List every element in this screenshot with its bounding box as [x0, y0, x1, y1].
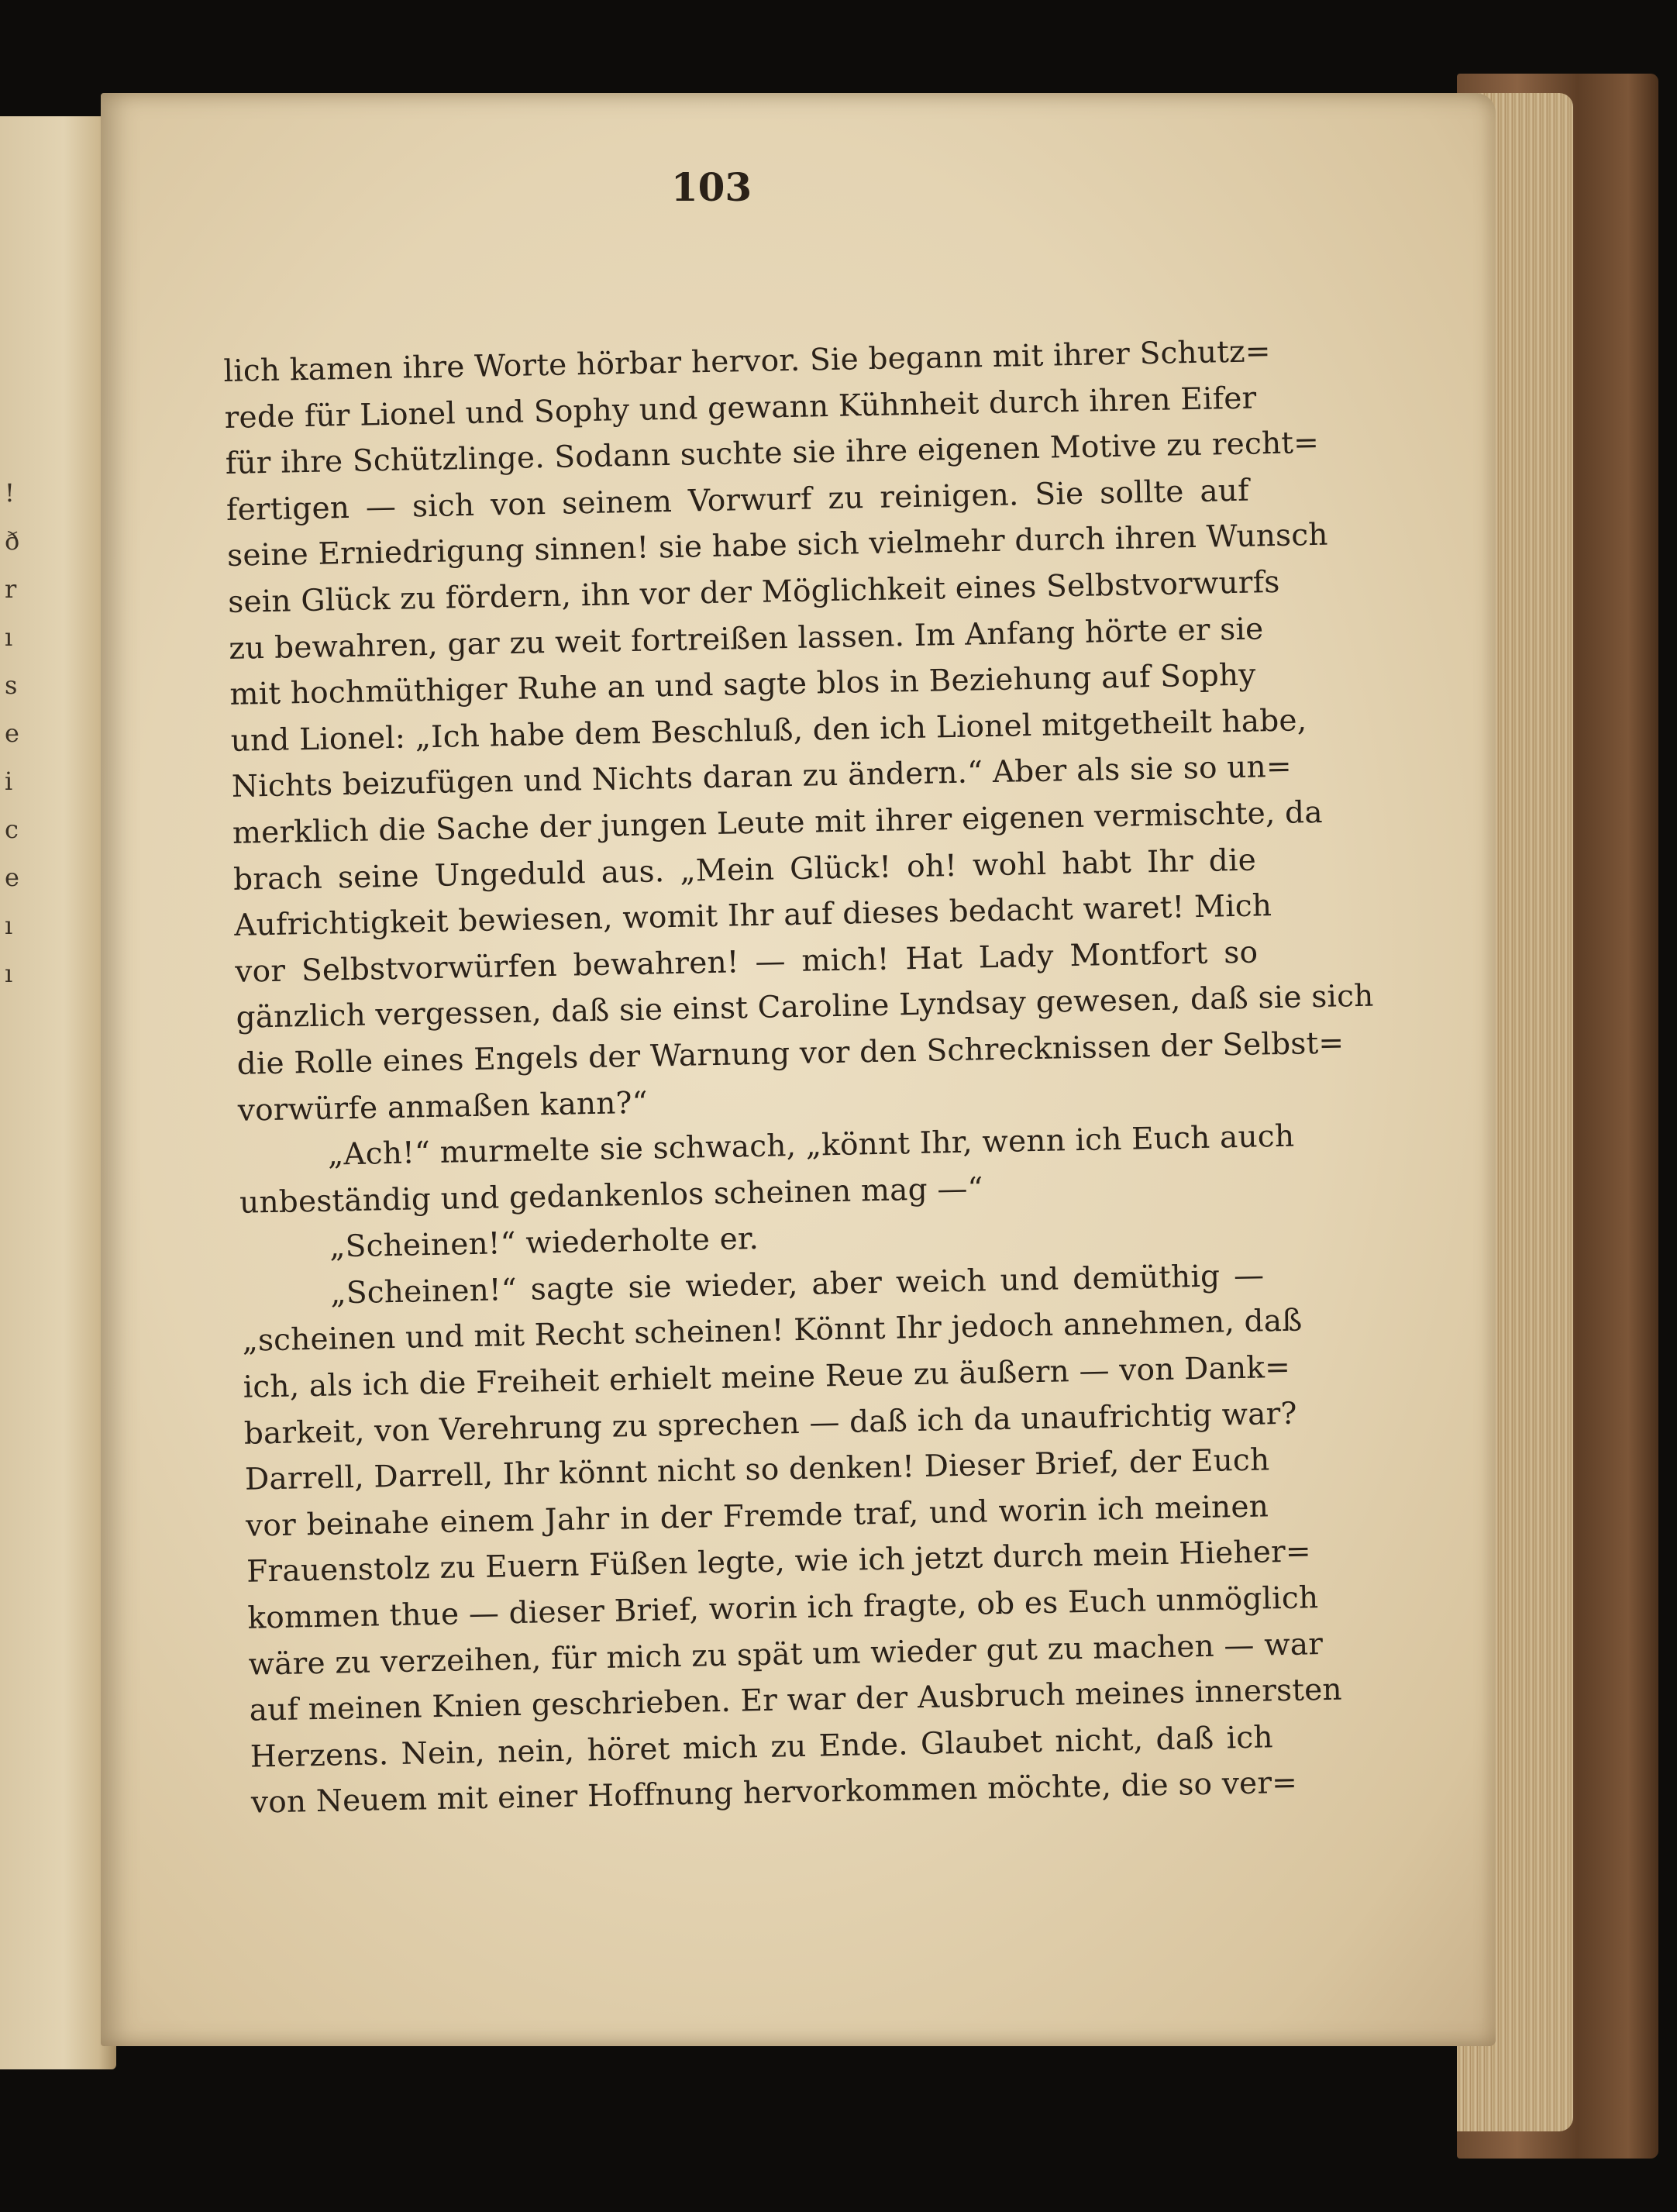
text-line: gänzlich vergessen, daß sie einst Caroline Lyndsay gewesen, daß sie sich — [236, 978, 1374, 1036]
text-line: „Scheinen!“ wiederholte er. — [329, 1221, 759, 1265]
text-line: lich kamen ihre Worte hörbar hervor. Sie begann mit ihrer Schutz= — [223, 334, 1272, 389]
left-char: ! — [5, 478, 15, 508]
text-line: Frauenstolz zu Euern Füßen legte, wie ich jetzt durch mein Hieher= — [246, 1534, 1312, 1590]
text-line: ich, als ich die Freiheit erhielt meine Reue zu äußern — von Dank= — [243, 1349, 1291, 1405]
text-line: vorwürfe anmaßen kann?“ — [237, 1085, 649, 1128]
left-page — [0, 116, 116, 2069]
text-line: Aufrichtigkeit bewiesen, womit Ihr auf dieses bedacht waret! Mich — [233, 888, 1272, 943]
text-line: kommen thue — dieser Brief, worin ich fragte, ob es Euch unmöglich — [247, 1580, 1319, 1636]
left-char: i — [5, 767, 13, 796]
text-line: unbeständig und gedankenlos scheinen mag —“ — [239, 1171, 984, 1221]
left-char: r — [5, 574, 17, 604]
text-line: sein Glück zu fördern, ihn vor der Möglichkeit eines Selbstvorwurfs — [227, 564, 1280, 620]
left-char: e — [5, 863, 19, 892]
text-line: von Neuem mit einer Hoffnung hervorkommen möchte, die so ver= — [250, 1766, 1298, 1821]
left-page-text — [5, 469, 23, 997]
left-char: ı — [5, 911, 13, 940]
text-line: „scheinen und mit Recht scheinen! Könnt Ihr jedoch annehmen, daß — [242, 1303, 1303, 1359]
text-line: auf meinen Knien geschrieben. Er war der Ausbruch meines innersten — [249, 1672, 1343, 1728]
text-line: Nichts beizufügen und Nichts daran zu ändern.“ Aber als sie so un= — [231, 749, 1293, 805]
text-line: „Scheinen!“ sagte sie wieder, aber weich und demüthig — — [329, 1258, 1265, 1311]
left-char: ð — [5, 526, 20, 556]
text-line: die Rolle eines Engels der Warnung vor den Schrecknissen der Selbst= — [236, 1025, 1345, 1082]
text-line: wäre zu verzeihen, für mich zu spät um wieder gut zu machen — war — [248, 1626, 1324, 1683]
text-line: barkeit, von Verehrung zu sprechen — daß ich da unaufrichtig war? — [243, 1396, 1297, 1452]
text-line: seine Erniedrigung sinnen! sie habe sich vielmehr durch ihren Wunsch — [226, 518, 1329, 574]
text-line: brach seine Ungeduld aus. „Mein Glück! oh! wohl habt Ihr die — [232, 842, 1257, 898]
text-line: Darrell, Darrell, Ihr könnt nicht so denken! Dieser Brief, der Euch — [244, 1442, 1270, 1497]
text-line: mit hochmüthiger Ruhe an und sagte blos in Beziehung auf Sophy — [229, 657, 1256, 713]
text-line: für ihre Schützlinge. Sodann suchte sie ihre eigenen Motive zu recht= — [225, 426, 1320, 482]
text-line: Herzens. Nein, nein, höret mich zu Ende. Glaubet nicht, daß ich — [250, 1720, 1274, 1775]
text-line: vor beinahe einem Jahr in der Fremde traf, und worin ich meinen — [245, 1489, 1269, 1544]
page-text — [223, 329, 1374, 1827]
text-line: rede für Lionel und Sophy und gewann Kühnheit durch ihren Eifer — [224, 381, 1257, 436]
text-line: vor Selbstvorwürfen bewahren! — mich! Hat Lady Montfort so — [235, 935, 1259, 990]
left-char: c — [5, 815, 19, 844]
text-line: fertigen — sich von seinem Vorwurf zu reinigen. Sie sollte auf — [226, 473, 1250, 528]
text-line: „Ach!“ murmelte sie schwach, „könnt Ihr, wenn ich Euch auch — [327, 1118, 1295, 1173]
text-line: zu bewahren, gar zu weit fortreißen lassen. Im Anfang hörte er sie — [228, 611, 1264, 667]
left-char: e — [5, 718, 19, 748]
text-line: und Lionel: „Ich habe dem Beschluß, den ich Lionel mitgetheilt habe, — [230, 702, 1307, 759]
left-char: ı — [5, 622, 13, 652]
text-line: merklich die Sache der jungen Leute mit ihrer eigenen vermischte, da — [232, 794, 1324, 851]
left-char: s — [5, 670, 18, 700]
left-char: ı — [5, 959, 13, 988]
page-number: 103 — [670, 164, 752, 210]
